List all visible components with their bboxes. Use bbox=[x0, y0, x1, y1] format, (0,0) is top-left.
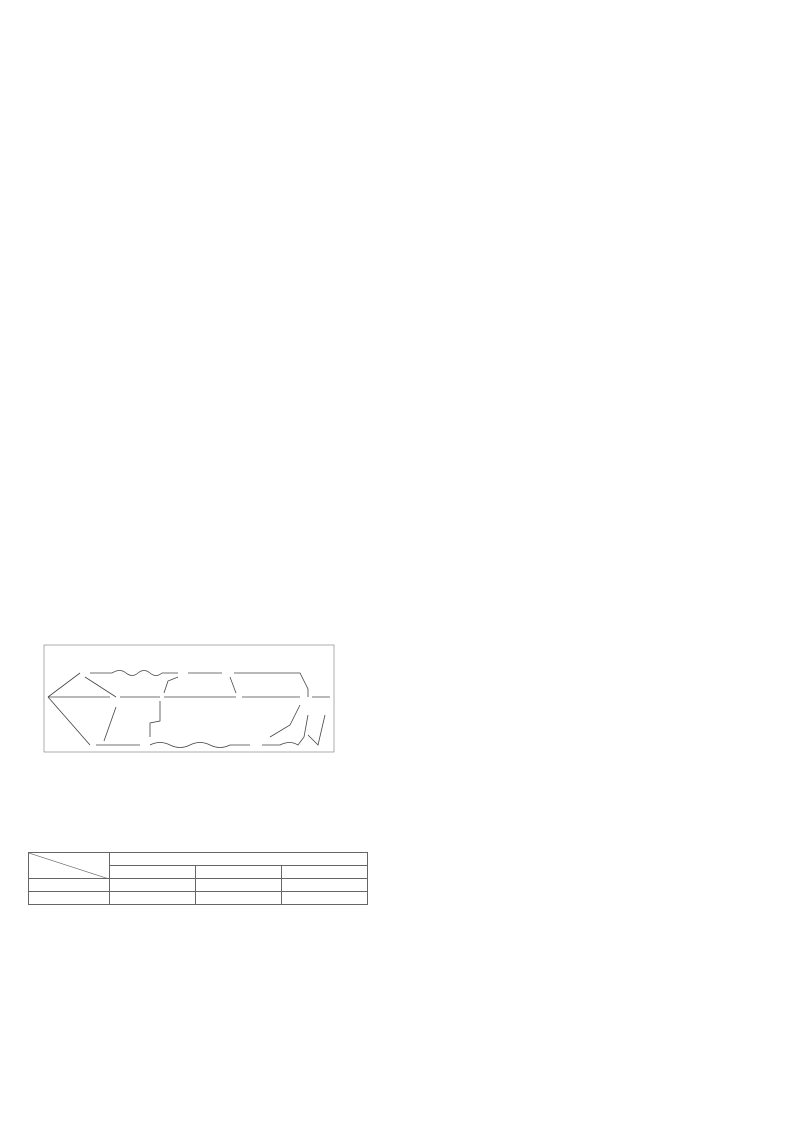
network-diagram bbox=[0, 625, 400, 770]
table-group-header bbox=[110, 853, 368, 866]
table-row bbox=[29, 892, 368, 905]
histogram-figure bbox=[450, 955, 770, 1045]
table-col-header bbox=[110, 866, 196, 879]
flow-rhythm-table bbox=[28, 852, 368, 905]
diagram-frame bbox=[44, 645, 334, 752]
table-row bbox=[29, 879, 368, 892]
table-col-header bbox=[196, 866, 282, 879]
network-arrows bbox=[48, 671, 330, 748]
right-page bbox=[400, 0, 800, 1132]
table-diag-header bbox=[29, 853, 110, 879]
table-col-header bbox=[282, 866, 368, 879]
